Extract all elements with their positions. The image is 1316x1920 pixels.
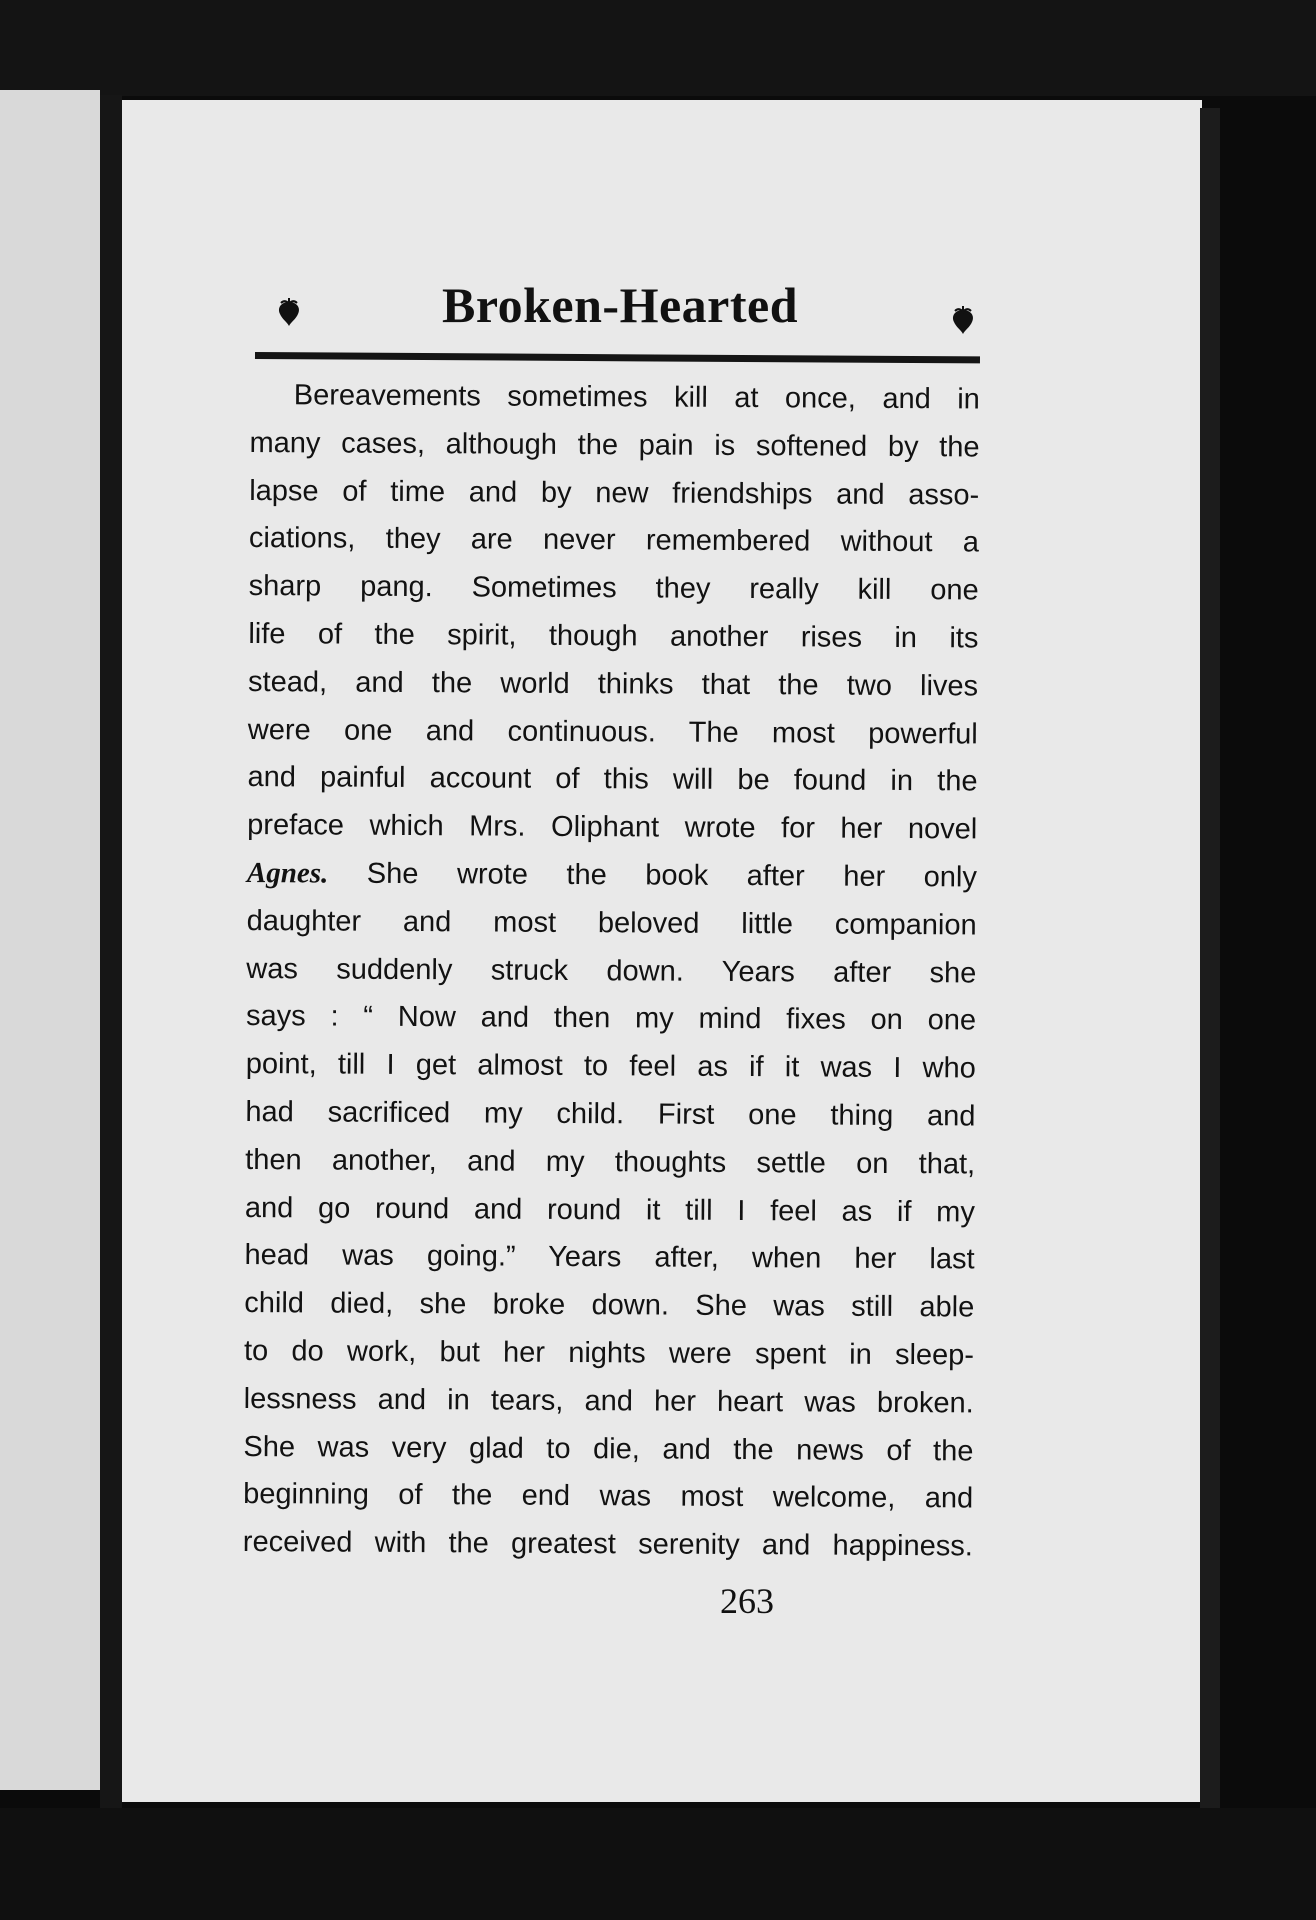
text-line: child died, she broke down. She was still able — [244, 1287, 975, 1324]
page-header — [255, 276, 985, 346]
text-line: daughter and most beloved little companion — [246, 904, 977, 942]
text-line: preface which Mrs. Oliphant wrote for her novel — [247, 809, 978, 846]
text-line: lapse of time and by new friendships and asso- — [249, 474, 980, 512]
page-edge-right — [1200, 108, 1220, 1818]
text-line: head was going.” Years after, when her last — [244, 1239, 975, 1276]
gutter-shadow — [100, 95, 122, 1815]
text-line: then another, and my thoughts settle on that, — [245, 1143, 976, 1181]
text-line: She was very glad to die, and the news of the — [243, 1430, 974, 1467]
page-number: 263 — [720, 1581, 774, 1621]
text-line: beginning of the end was most welcome, and — [243, 1478, 974, 1515]
text-line: says : “ Now and then my mind fixes on one — [245, 1000, 977, 1037]
text-line: to do work, but her nights were spent in sleep- — [243, 1334, 975, 1372]
text-line: was suddenly struck down. Years after she — [246, 952, 977, 990]
facing-page-edge — [0, 90, 100, 1790]
text-run: She wrote the book after her only — [328, 857, 978, 894]
text-line: ciations, they are never remembered without a — [248, 522, 980, 559]
leaf-ornament-icon — [949, 306, 977, 336]
text-line: stead, and the world thinks that the two lives — [248, 665, 979, 703]
text-line: had sacrificed my child. First one thing and — [245, 1095, 976, 1133]
text-line: point, till I get almost to feel as if it was I who — [245, 1048, 976, 1085]
text-line: life of the spirit, though another rises in its — [248, 617, 979, 655]
italic-title: Agnes. — [246, 856, 329, 890]
scan-border-top — [0, 0, 1316, 96]
scan-border-bottom — [0, 1808, 1316, 1920]
text-line: sharp pang. Sometimes they really kill one — [248, 570, 979, 607]
body-text — [243, 372, 980, 1571]
text-line: many cases, although the pain is softened by the — [249, 426, 980, 464]
text-line — [247, 850, 977, 902]
running-head: Broken-Hearted — [441, 277, 799, 333]
text-line: lessness and in tears, and her heart was broken. — [243, 1382, 974, 1420]
text-line: received with the greatest serenity and happiness. — [242, 1526, 973, 1563]
text-line: and go round and round it till I feel as if my — [244, 1191, 975, 1228]
text-line: Bereavements sometimes kill at once, and in — [293, 379, 980, 416]
text-line: were one and continuous. The most powerful — [247, 713, 978, 751]
text-line: and painful account of this will be found in the — [247, 761, 978, 798]
